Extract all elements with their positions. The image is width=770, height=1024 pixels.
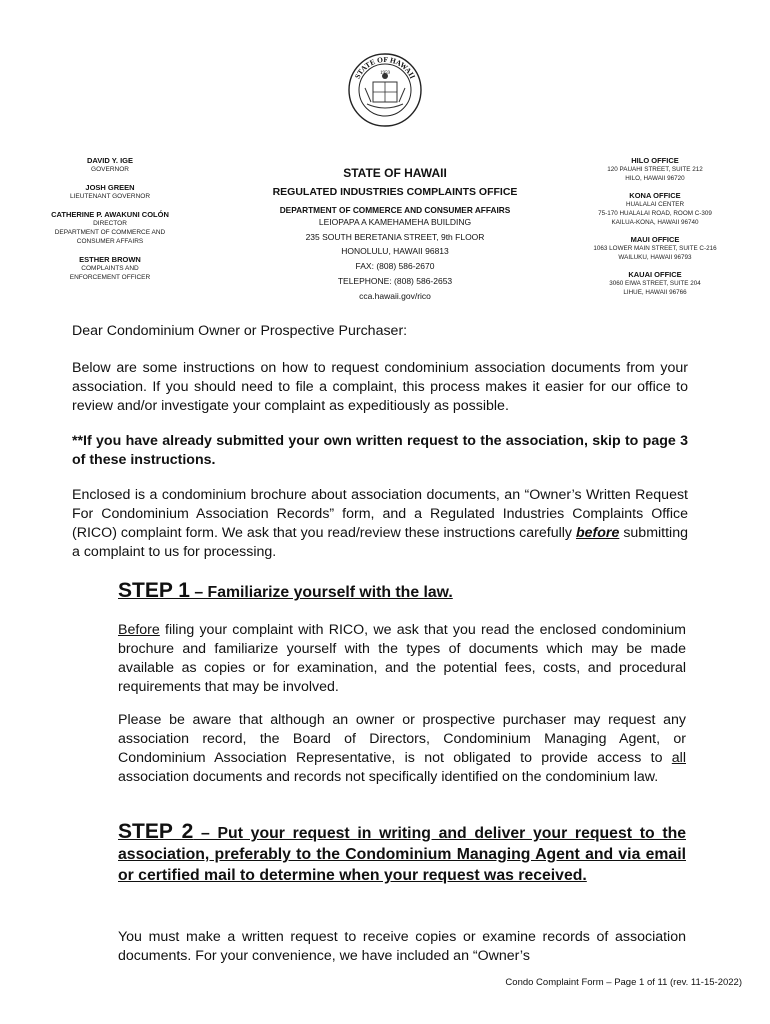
step1-paragraph-1 [118,621,686,697]
lt-governor-name: JOSH GREEN [85,183,135,192]
director-title-3: CONSUMER AFFAIRS [76,238,144,245]
step1-paragraph-2 [118,711,686,787]
officer-title-1: COMPLAINTS AND [81,265,139,272]
officials-list [20,156,200,282]
governor-name: DAVID Y. IGE [87,156,133,165]
step1-p2-text-a: Please be aware that although an owner or prospective purchaser may request any association record, the Board of Directors, Condominium Managing Agent, or Condominium Association Representative, is not obligated to provide access to [118,712,686,766]
kauai-address-2: LIHUE, HAWAII 96766 [623,289,687,296]
governor-title: GOVERNOR [91,166,129,173]
kona-office-title: KONA OFFICE [629,191,681,200]
step1-before: Before [118,622,160,638]
enclosed-text-a: Enclosed is a condominium brochure about association documents, an “Owner’s Written Request For Condominium Association Records” form, and a Regulated Industries Complaints Office (RICO) complaint form. We ask that you read/review these instructions carefully [72,487,688,541]
director-title-1: DIRECTOR [93,220,127,227]
intro-paragraph: Below are some instructions on how to request condominium association documents from your association. If you should need to file a complaint, this process makes it easier for our office to review and/or investigate your complaint as expeditiously as possible. [72,360,688,414]
street-line: 235 SOUTH BERETANIA STREET, 9th FLOOR [305,231,485,242]
kauai-office-title: KAUAI OFFICE [628,270,682,279]
state-title: STATE OF HAWAII [343,166,447,180]
step2-label: STEP 2 [118,820,194,843]
svg-text:STATE OF HAWAII: STATE OF HAWAII [352,54,418,81]
maui-address-1: 1063 LOWER MAIN STREET, SUITE C-216 [593,245,717,252]
maui-address-2: WAILUKU, HAWAII 96793 [618,254,692,261]
step1-p1-text: filing your complaint with RICO, we ask that you read the enclosed condominium brochure and familiarize yourself with the types of documents which may be made available as copies or for examination, and the potential fees, costs, and procedural requirements that may be involved. [118,622,686,695]
website-link[interactable]: cca.hawaii.gov/rico [359,290,431,301]
department-title: DEPARTMENT OF COMMERCE AND CONSUMER AFFAIRS [279,205,511,215]
kona-address-2: 75-170 HUALALAI ROAD, ROOM C-309 [598,210,712,217]
hilo-address-2: HILO, HAWAII 96720 [625,175,685,182]
building-line: LEIOPAPA A KAMEHAMEHA BUILDING [318,217,472,227]
enclosed-paragraph [72,486,688,562]
step2-paragraph-1: You must make a written request to receive copies or examine records of association documents. For your convenience, we have included an “Owner’s [118,929,686,964]
step1-p2-text-b: association documents and records not specifically identified on the condominium law. [118,769,659,785]
kona-address-3: KAILUA-KONA, HAWAII 96740 [611,219,699,226]
letterhead-center [230,166,560,303]
enclosed-emphasis: before [575,525,620,541]
office-title: REGULATED INDUSTRIES COMPLAINTS OFFICE [272,186,518,198]
officer-name: ESTHER BROWN [79,255,141,264]
kauai-address-1: 3060 EIWA STREET, SUITE 204 [609,280,701,287]
lt-governor-title: LIEUTENANT GOVERNOR [69,193,151,200]
director-title-2: DEPARTMENT OF COMMERCE AND [54,229,166,236]
director-name: CATHERINE P. AWAKUNI COLÓN [51,210,169,219]
step2-title: – Put your request in writing and deliver your request to the association, preferably to the Condominium Managing Agent and via email or certified mail to determine when your request was received. [118,825,687,884]
city-line: HONOLULU, HAWAII 96813 [341,246,449,257]
telephone-line: TELEPHONE: (808) 586-2653 [337,275,453,286]
page-footer: Condo Complaint Form – Page 1 of 11 (rev. 11-15-2022) [505,977,742,988]
branch-offices [585,156,725,297]
enclosed-text-b: submitting a complaint to us for processing. [72,525,688,560]
step1-title: – Familiarize yourself with the law. [189,584,453,601]
salutation: Dear Condominium Owner or Prospective Purchaser: [72,323,408,339]
fax-line: FAX: (808) 586-2670 [355,261,435,272]
maui-office-title: MAUI OFFICE [630,235,680,244]
hilo-address-1: 120 PAUAHI STREET, SUITE 212 [607,166,703,173]
step2-heading [118,821,686,886]
state-seal-icon [347,52,423,128]
step1-heading [118,580,686,603]
step1-label: STEP 1 [118,579,190,602]
skip-note: **If you have already submitted your own written request to the association, skip to page 3 of these instructions. [72,433,688,468]
step1-p2-all: all [671,750,686,766]
officer-title-2: ENFORCEMENT OFFICER [69,274,151,281]
hilo-office-title: HILO OFFICE [631,156,679,165]
kona-address-1: HUALALAI CENTER [625,201,685,208]
svg-text:1959: 1959 [380,71,390,76]
